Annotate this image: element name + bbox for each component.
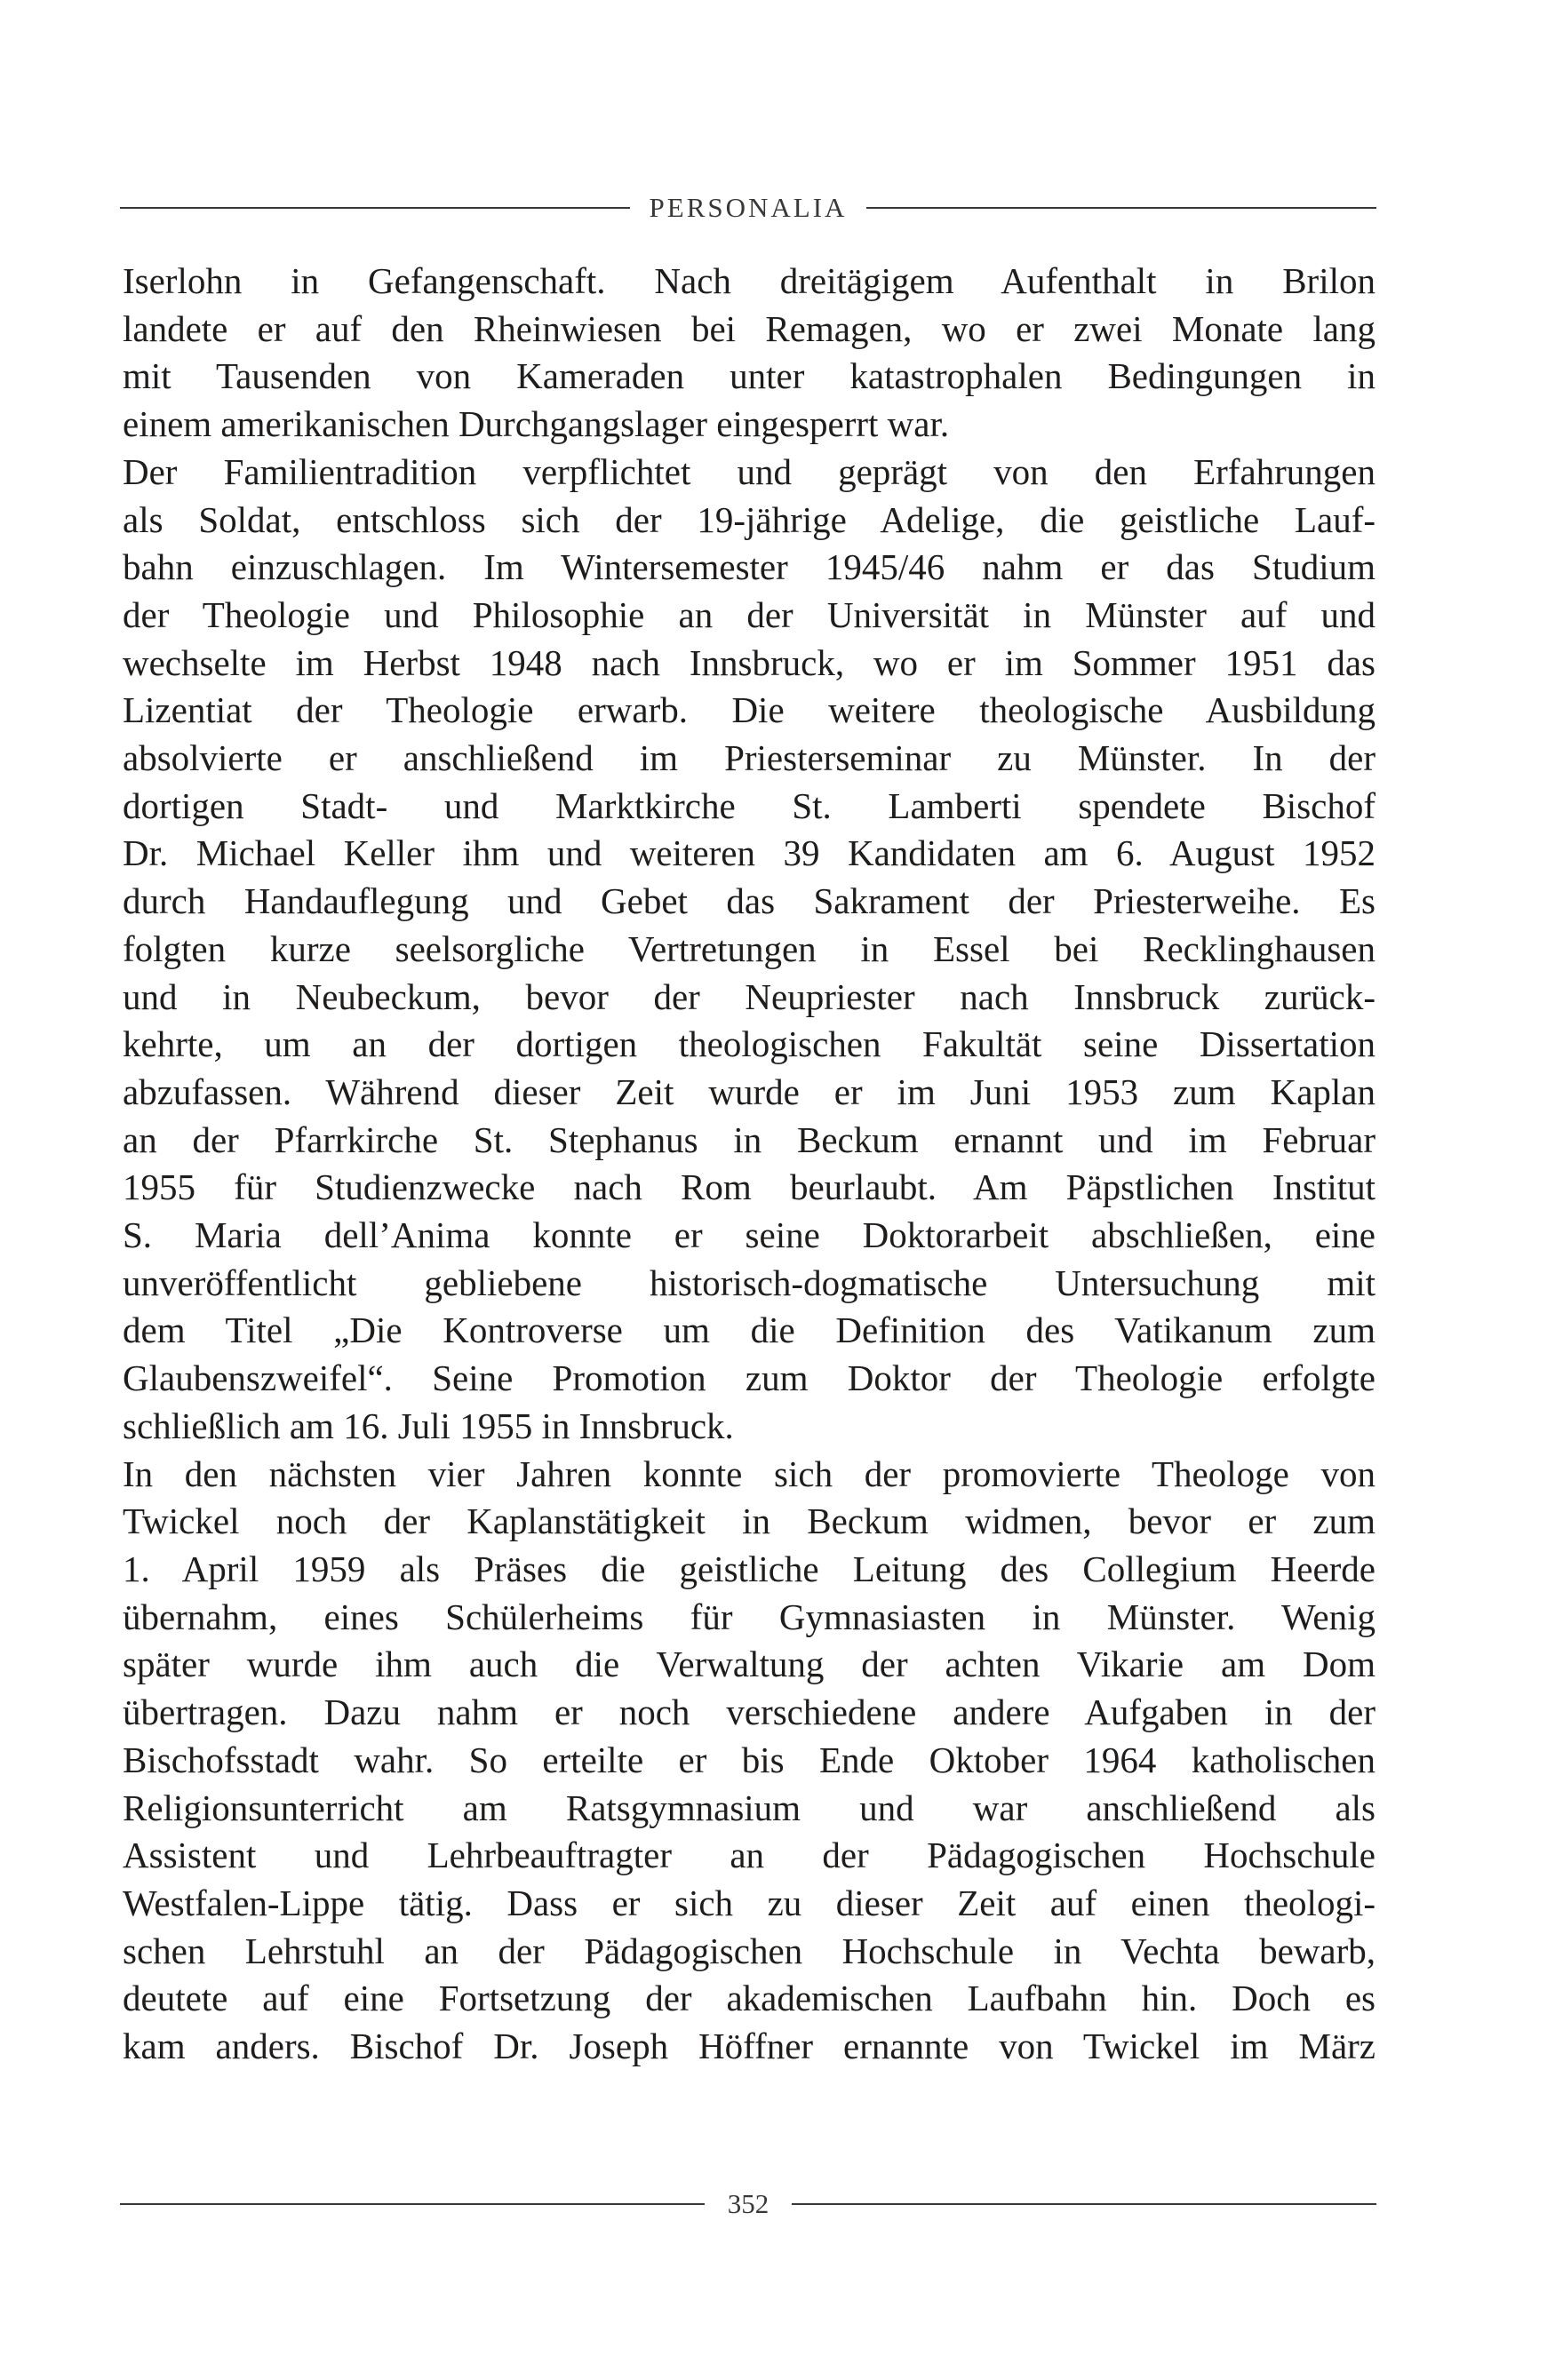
running-head-title: PERSONALIA xyxy=(649,192,848,223)
text-line: kehrte, um an der dortigen theologischen Fakultät seine Dissertation xyxy=(123,1023,1376,1065)
text-line: 1955 für Studienzwecke nach Rom beurlaubt. Am Päpstlichen Institut xyxy=(123,1166,1376,1208)
page-number: 352 xyxy=(727,2188,770,2219)
text-line: Lizentiat der Theologie erwarb. Die weitere theologische Ausbildung xyxy=(123,689,1376,731)
text-line: Der Familientradition verpflichtet und geprägt von den Erfahrungen xyxy=(123,450,1376,492)
text-line: wechselte im Herbst 1948 nach Innsbruck, wo er im Sommer 1951 das xyxy=(123,641,1376,683)
text-line: folgten kurze seelsorgliche Vertretungen in Essel bei Recklinghausen xyxy=(123,927,1376,969)
text-line: landete er auf den Rheinwiesen bei Remagen, wo er zwei Monate lang xyxy=(123,307,1376,349)
text-line: In den nächsten vier Jahren konnte sich der promovierte Theologe von xyxy=(123,1453,1376,1494)
text-line: später wurde ihm auch die Verwaltung der achten Vikarie am Dom xyxy=(123,1644,1376,1685)
text-line: schen Lehrstuhl an der Pädagogischen Hochschule in Vechta bewarb, xyxy=(123,1930,1376,1971)
text-line: unveröffentlicht gebliebene historisch-dogmatische Untersuchung mit xyxy=(123,1262,1376,1303)
paragraph xyxy=(123,1451,1376,2071)
text-line: Religionsunterricht am Ratsgymnasium und war anschließend als xyxy=(123,1787,1376,1828)
text-line: Iserlohn in Gefangenschaft. Nach dreitägigem Aufenthalt in Brilon xyxy=(123,260,1376,301)
text-line: mit Tausenden von Kameraden unter katastrophalen Bedingungen in xyxy=(123,355,1376,397)
text-line: S. Maria dell’Anima konnte er seine Doktorarbeit abschließen, eine xyxy=(123,1214,1376,1256)
text-line: übernahm, eines Schülerheims für Gymnasiasten in Münster. Wenig xyxy=(123,1596,1376,1637)
text-line: Bischofsstadt wahr. So erteilte er bis Ende Oktober 1964 katholischen xyxy=(123,1739,1376,1780)
page-footer xyxy=(120,2185,1376,2224)
paragraph xyxy=(123,449,1376,1451)
paragraph xyxy=(123,258,1376,449)
text-line: abzufassen. Während dieser Zeit wurde er im Juni 1953 zum Kaplan xyxy=(123,1071,1376,1112)
text-line: 1. April 1959 als Präses die geistliche Leitung des Collegium Heerde xyxy=(123,1548,1376,1589)
text-line: als Soldat, entschloss sich der 19-jährige Adelige, die geistliche Lauf- xyxy=(123,498,1376,540)
text-line: einem amerikanischen Durchgangslager eingesperrt war. xyxy=(123,403,950,445)
text-line: und in Neubeckum, bevor der Neupriester nach Innsbruck zurück- xyxy=(123,975,1376,1017)
footer-rule-right xyxy=(792,2203,1376,2205)
text-line: Dr. Michael Keller ihm und weiteren 39 Kandidaten am 6. August 1952 xyxy=(123,832,1376,874)
text-line: Assistent und Lehrbeauftragter an der Pädagogischen Hochschule xyxy=(123,1835,1376,1876)
text-line: Glaubenszweifel“. Seine Promotion zum Doktor der Theologie erfolgte xyxy=(123,1357,1376,1399)
text-line: Twickel noch der Kaplanstätigkeit in Beckum widmen, bevor er zum xyxy=(123,1500,1376,1542)
text-line: dortigen Stadt- und Marktkirche St. Lamberti spendete Bischof xyxy=(123,784,1376,826)
text-line: bahn einzuschlagen. Im Wintersemester 1945/46 nahm er das Studium xyxy=(123,546,1376,588)
text-line: absolvierte er anschließend im Priesterseminar zu Münster. In der xyxy=(123,737,1376,779)
header-rule-right xyxy=(866,207,1376,209)
text-line: an der Pfarrkirche St. Stephanus in Beckum ernannt und im Februar xyxy=(123,1118,1376,1160)
header-rule-left xyxy=(120,207,630,209)
text-line: der Theologie und Philosophie an der Universität in Münster auf und xyxy=(123,593,1376,635)
text-line: Westfalen-Lippe tätig. Dass er sich zu dieser Zeit auf einen theologi- xyxy=(123,1882,1376,1923)
body-text xyxy=(123,258,1376,2071)
text-line: deutete auf eine Fortsetzung der akademischen Laufbahn hin. Doch es xyxy=(123,1978,1376,2019)
text-line: übertragen. Dazu nahm er noch verschiedene andere Aufgaben in der xyxy=(123,1691,1376,1733)
text-line: dem Titel „Die Kontroverse um die Definition des Vatikanum zum xyxy=(123,1309,1376,1351)
footer-rule-left xyxy=(120,2203,705,2205)
text-line: schließlich am 16. Juli 1955 in Innsbruck. xyxy=(123,1405,734,1446)
text-line: durch Handauflegung und Gebet das Sakrament der Priesterweihe. Es xyxy=(123,880,1376,922)
running-head xyxy=(120,188,1376,227)
text-line: kam anders. Bischof Dr. Joseph Höffner ernannte von Twickel im März xyxy=(123,2026,1376,2067)
